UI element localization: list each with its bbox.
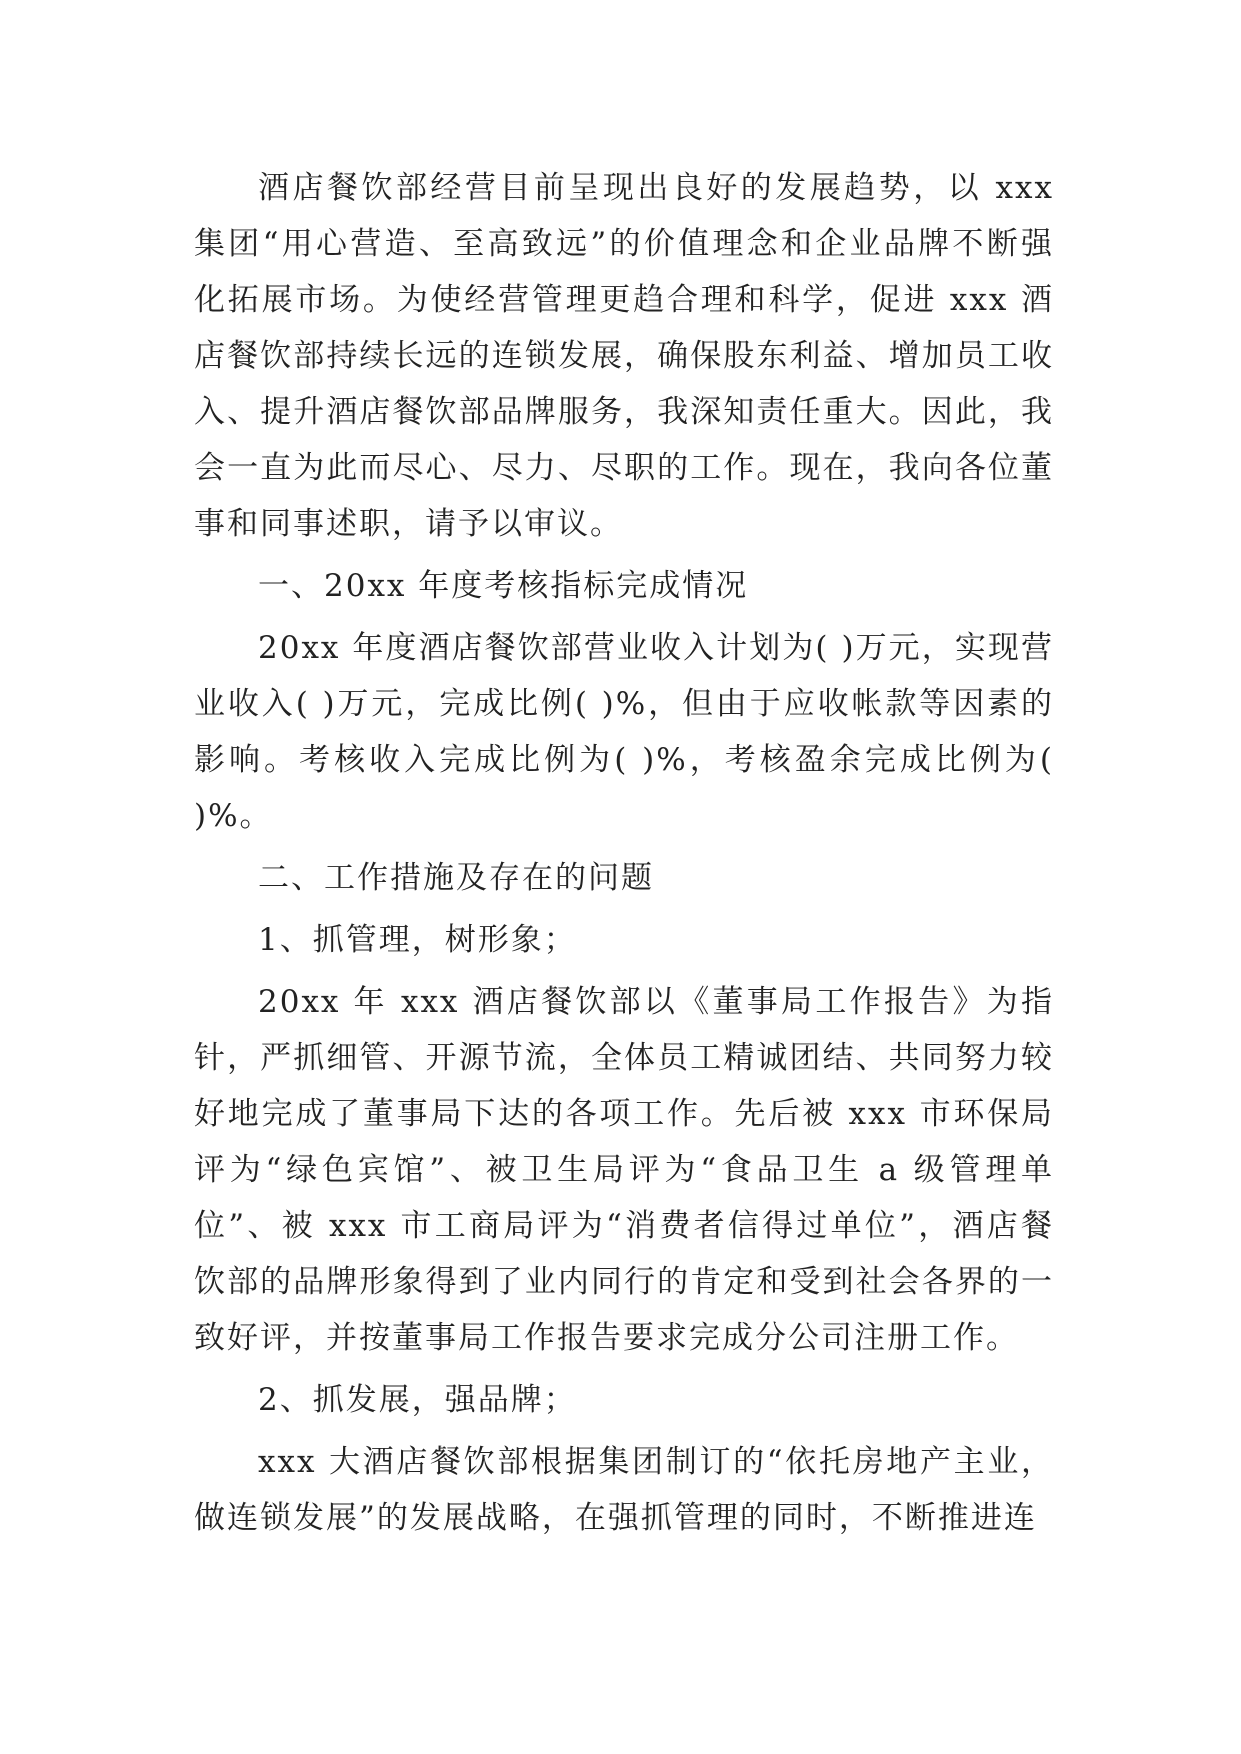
- paragraph-kpi: 20xx 年度酒店餐饮部营业收入计划为( )万元，实现营业收入( )万元，完成比例( )%，但由于应收帐款等因素的影响。考核收入完成比例为( )%，考核盈余完成比例为( )%。: [194, 630, 1054, 834]
- subheading-development: 2、抓发展，强品牌；: [258, 1382, 577, 1418]
- section-heading-1: 一、20xx 年度考核指标完成情况: [258, 568, 749, 604]
- paragraph-development: xxx 大酒店餐饮部根据集团制订的“依托房地产主业，做连锁发展”的发展战略，在强抓管理的同时，不断推进连: [194, 1444, 1054, 1536]
- document-body: [194, 160, 1054, 1552]
- section-heading-2: 二、工作措施及存在的问题: [258, 860, 654, 896]
- subheading-management: 1、抓管理，树形象；: [258, 922, 577, 958]
- paragraph-management: 20xx 年 xxx 酒店餐饮部以《董事局工作报告》为指针，严抓细管、开源节流，全体员工精诚团结、共同努力较好地完成了董事局下达的各项工作。先后被 xxx 市环保局评为“绿色宾馆”、被卫生局评为“食品卫生 a 级管理单位”、被 xxx 市工商局评为“消费者信得过单位”，酒店餐饮部的品牌形象得到了业内同行的肯定和受到社会各界的一致好评，并按董事局工作报告要求完成分公司注册工作。: [194, 984, 1054, 1356]
- paragraph-intro: 酒店餐饮部经营目前呈现出良好的发展趋势，以 xxx 集团“用心营造、至高致远”的价值理念和企业品牌不断强化拓展市场。为使经营管理更趋合理和科学，促进 xxx 酒店餐饮部持续长远的连锁发展，确保股东利益、增加员工收入、提升酒店餐饮部品牌服务，我深知责任重大。因此，我会一直为此而尽心、尽力、尽职的工作。现在，我向各位董事和同事述职，请予以审议。: [194, 170, 1054, 542]
